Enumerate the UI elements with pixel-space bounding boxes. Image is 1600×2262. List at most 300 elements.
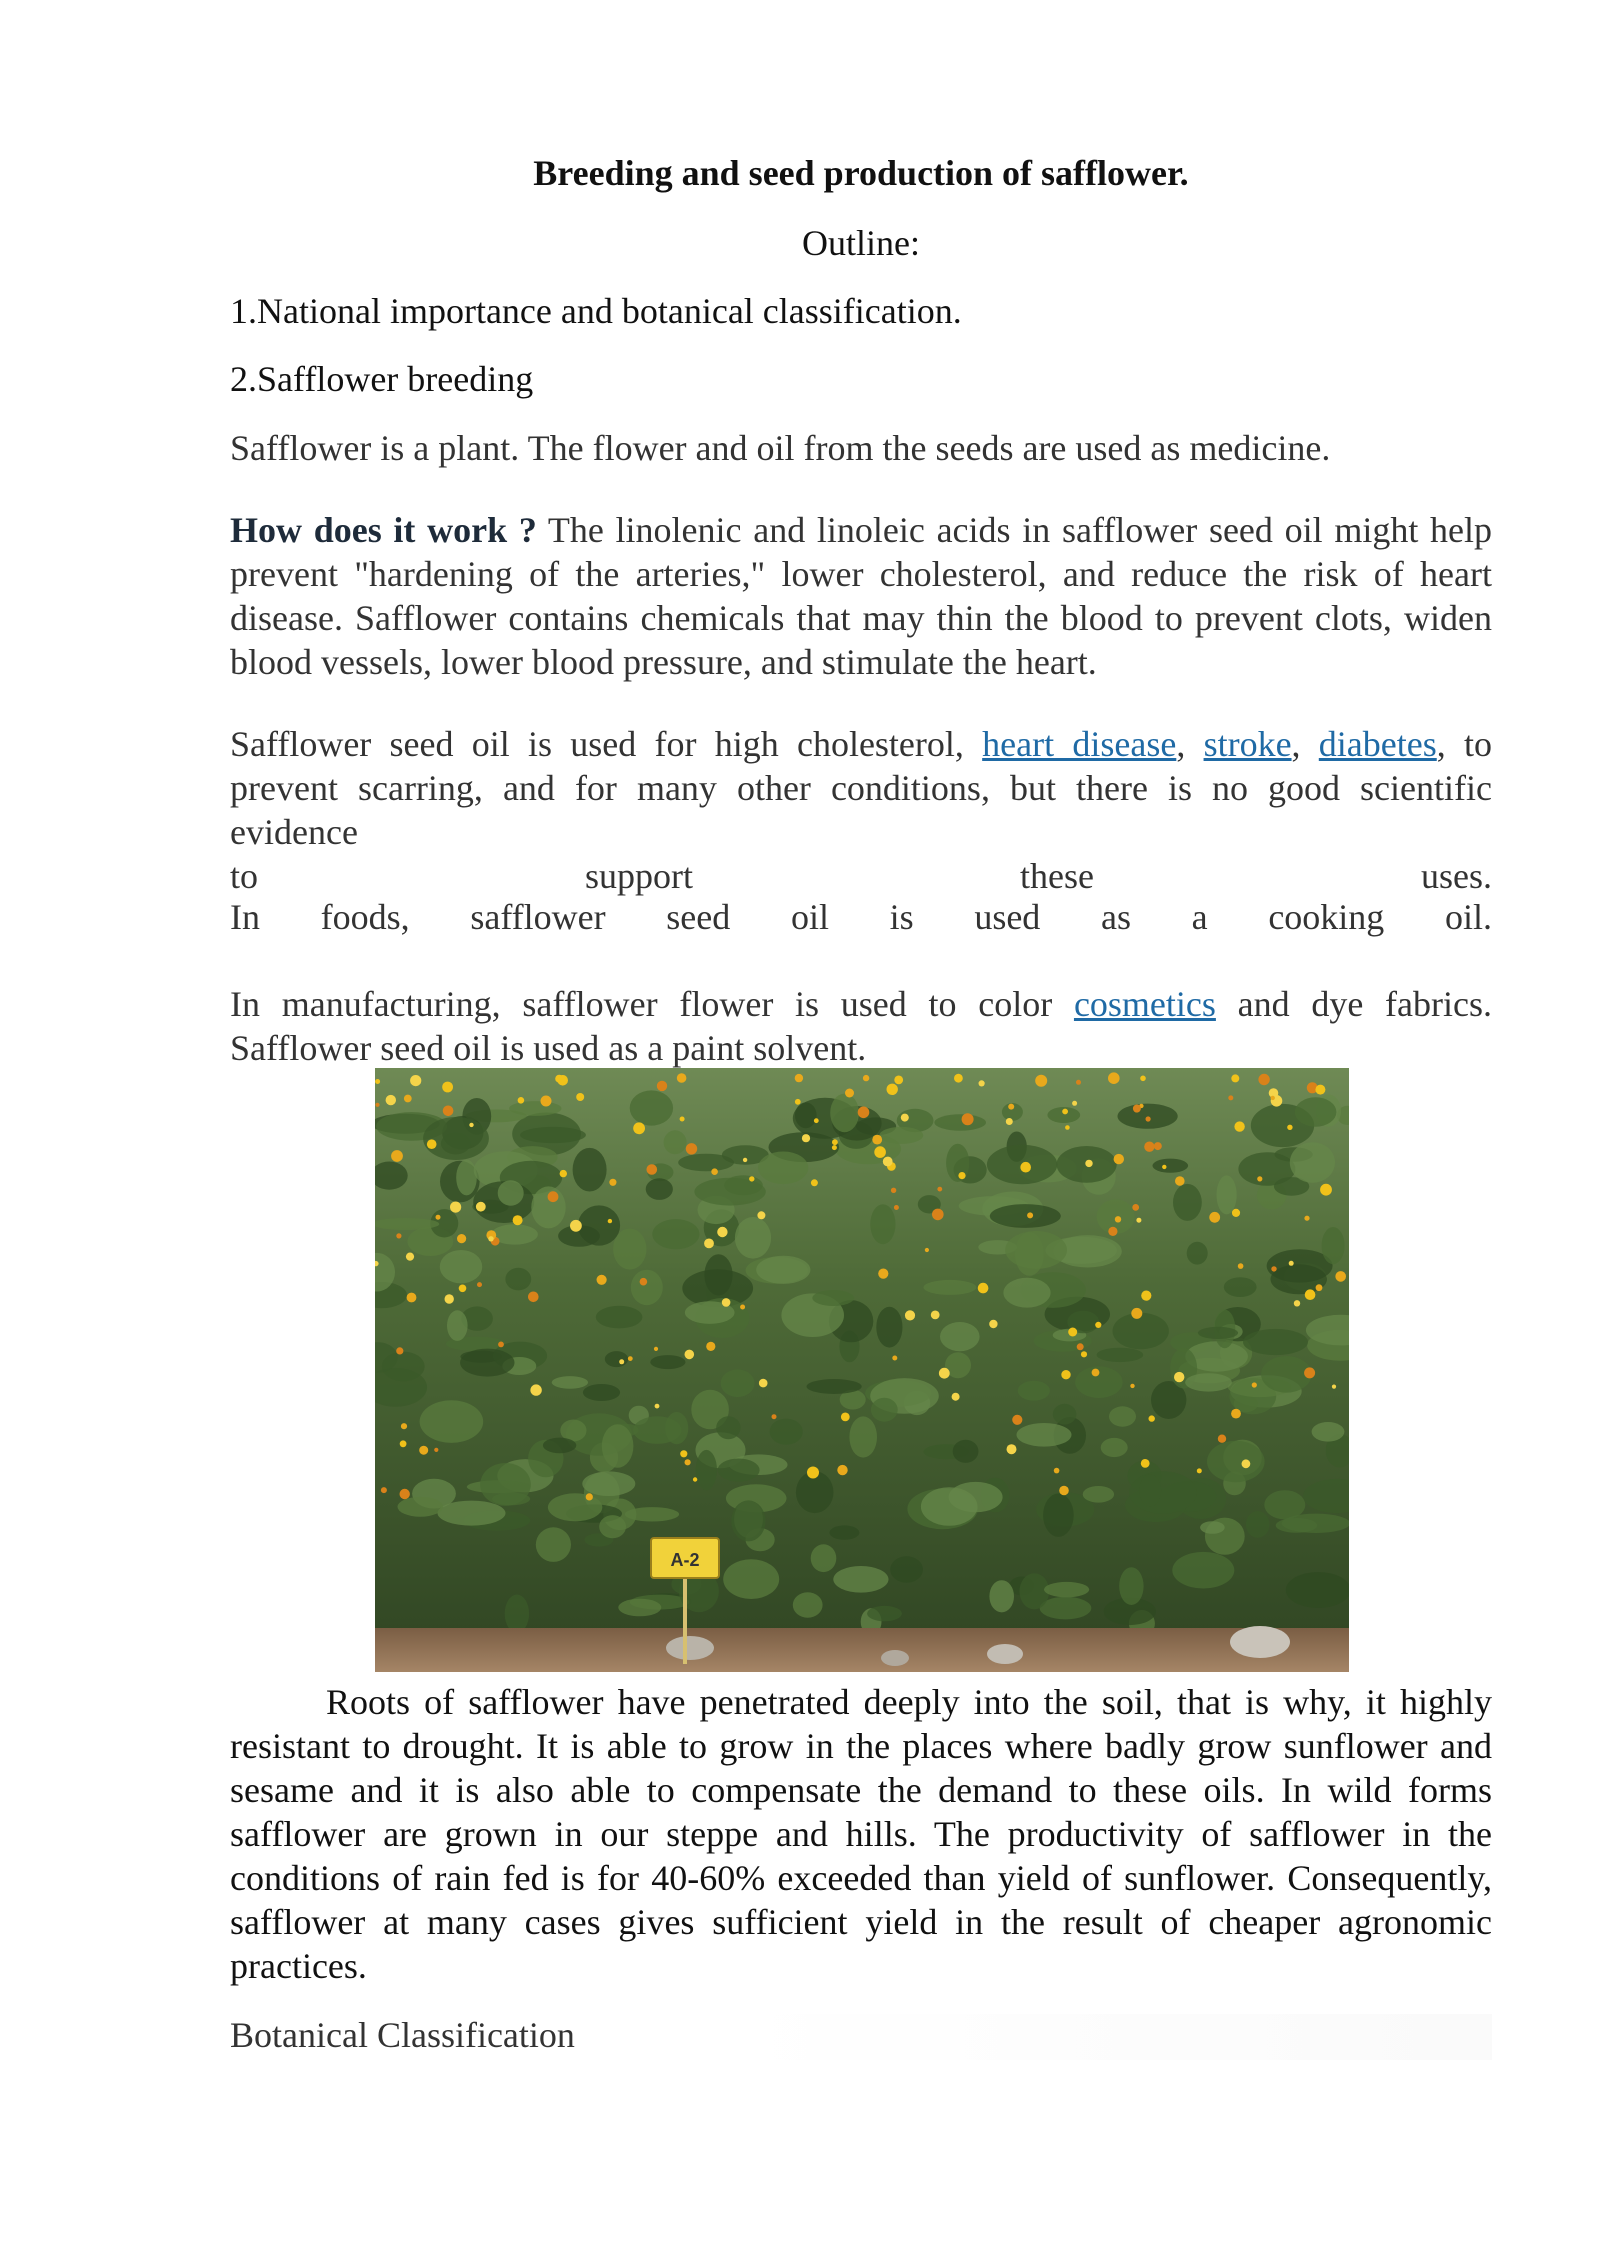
- flower-head: [954, 1074, 963, 1083]
- flower-head: [1174, 1372, 1184, 1382]
- foliage-clump: [1198, 1327, 1238, 1339]
- flower-head: [586, 1493, 593, 1500]
- flower-head: [802, 1134, 810, 1142]
- flower-head: [858, 1107, 870, 1119]
- flower-head: [1154, 1142, 1162, 1150]
- foliage-clump: [694, 1178, 765, 1206]
- flower-head: [1130, 1384, 1134, 1388]
- flower-head: [1238, 1263, 1244, 1269]
- flower-head: [396, 1233, 401, 1238]
- intro-text: Safflower is a plant. The flower and oil from the seeds are used as medicine.: [230, 428, 1331, 468]
- foliage-clump: [1109, 1406, 1136, 1426]
- foliage-clump: [735, 1217, 771, 1259]
- cosmetics-link[interactable]: cosmetics: [1073, 984, 1216, 1024]
- foliage-clump: [1113, 1313, 1169, 1350]
- flower-head: [1258, 1074, 1269, 1085]
- flower-head: [1115, 1216, 1121, 1222]
- manufacturing-text: and dye fabrics. Safflower seed oil is used as a paint solvent.: [230, 984, 1492, 1068]
- flower-head: [1076, 1080, 1081, 1085]
- outline-item: 1.National importance and botanical classification.: [230, 291, 962, 331]
- foliage-clump: [731, 1500, 765, 1541]
- word: used: [974, 897, 1041, 937]
- flower-head: [442, 1082, 453, 1093]
- flower-head: [1294, 1300, 1300, 1306]
- foliage-clump: [876, 1307, 902, 1348]
- flower-head: [887, 1084, 898, 1095]
- flower-head: [925, 1248, 929, 1252]
- flower-head: [647, 1164, 658, 1175]
- foliage-clump: [934, 1114, 986, 1130]
- flower-head: [381, 1487, 387, 1493]
- flower-head: [633, 1122, 645, 1134]
- stone: [1230, 1626, 1290, 1658]
- flower-head: [410, 1075, 421, 1086]
- foliage-clump: [1153, 1159, 1189, 1173]
- sign-post: [683, 1574, 687, 1664]
- outline-item: 2.Safflower breeding: [230, 359, 534, 399]
- flower-head: [749, 1176, 754, 1181]
- flower-head: [685, 1350, 695, 1360]
- foliage-clump: [793, 1592, 823, 1617]
- flower-head: [1061, 1370, 1070, 1379]
- photo-canvas: [375, 1068, 1349, 1672]
- flower-head: [400, 1489, 410, 1499]
- flower-head: [931, 1311, 940, 1320]
- foliage-clump: [829, 1525, 859, 1539]
- separator: ,: [1291, 724, 1319, 764]
- foliage-clump: [807, 1379, 862, 1394]
- foliage-clump: [1207, 1441, 1265, 1482]
- foliage-clump: [492, 1493, 530, 1506]
- flower-head: [722, 1298, 731, 1307]
- flower-head: [759, 1379, 768, 1388]
- foliage-clump: [1243, 1329, 1308, 1355]
- flower-head: [657, 1081, 667, 1091]
- foliage-clump: [440, 1250, 482, 1283]
- flower-head: [1304, 1216, 1309, 1221]
- flower-head: [1114, 1154, 1124, 1164]
- flower-head: [939, 1368, 950, 1379]
- uses-text: Safflower seed oil is used for high cholesterol,: [230, 724, 983, 764]
- foliage-clump: [613, 1229, 646, 1270]
- foliage-clump: [830, 1094, 859, 1133]
- flower-head: [1231, 1074, 1239, 1082]
- flower-head: [434, 1448, 438, 1452]
- flower-head: [1305, 1289, 1316, 1300]
- sign-label: A-2: [670, 1550, 700, 1570]
- foods-line: [230, 895, 1492, 939]
- foliage-clump: [1044, 1582, 1089, 1597]
- flower-head: [989, 1320, 997, 1328]
- foliage-clump: [460, 1349, 514, 1377]
- word: these: [1020, 856, 1094, 896]
- flower-head: [1231, 1409, 1241, 1419]
- roots-text: Roots of safflower have penetrated deeply into the soil, that is why, it highly resistant to drought. It is able to grow in the places where badly grow sunflower and sesame and it is also able to compensate the demand to these oils. In wild forms safflower are grown in our steppe and hills. The productivity of safflower in the conditions of rain fed is for 40-60% exceeded than yield of sunflower. Consequently, safflower at many cases gives sufficient yield in the result of cheaper agronomic practices.: [230, 1682, 1492, 1986]
- foliage-clump: [1172, 1552, 1234, 1589]
- foliage-clump: [723, 1559, 779, 1599]
- foliage-clump: [438, 1501, 506, 1526]
- flower-head: [443, 1106, 454, 1117]
- flower-head: [1141, 1291, 1151, 1301]
- foliage-clump: [398, 1497, 444, 1517]
- flower-head: [1054, 1468, 1060, 1474]
- word: safflower: [470, 897, 606, 937]
- flower-head: [811, 1179, 818, 1186]
- flower-head: [1007, 1444, 1017, 1454]
- flower-head: [1315, 1085, 1325, 1095]
- foliage-clump: [630, 1090, 673, 1125]
- flower-head: [1316, 1284, 1323, 1291]
- flower-head: [717, 1227, 727, 1237]
- foods-paragraph: [230, 895, 1492, 939]
- foliage-clump: [949, 1482, 1003, 1512]
- foliage-clump: [795, 1102, 817, 1128]
- flower-head: [476, 1202, 486, 1212]
- flower-head: [837, 1465, 847, 1475]
- flower-head: [407, 1293, 417, 1303]
- foliage-clump: [505, 1595, 529, 1633]
- foliage-clump: [1017, 1423, 1072, 1447]
- word: oil.: [1444, 897, 1492, 937]
- flower-head: [807, 1467, 819, 1479]
- flower-head: [1175, 1176, 1185, 1186]
- flower-head: [1062, 1109, 1068, 1115]
- foliage-clump: [631, 1270, 663, 1305]
- foliage-clump: [605, 1351, 628, 1367]
- flower-head: [619, 1359, 624, 1364]
- flower-head: [469, 1123, 473, 1127]
- flower-head: [1197, 1468, 1202, 1473]
- foliage-clump: [456, 1160, 477, 1196]
- foliage-clump: [716, 1416, 740, 1439]
- foliage-clump: [633, 1416, 681, 1444]
- foliage-clump: [989, 1580, 1014, 1612]
- foliage-clump: [573, 1148, 607, 1192]
- document-title: Breeding and seed production of safflower.: [533, 153, 1189, 193]
- flower-head: [958, 1172, 965, 1179]
- word: a: [1191, 897, 1208, 937]
- foliage-clump: [758, 1152, 808, 1185]
- flower-head: [937, 1187, 942, 1192]
- flower-head: [406, 1253, 414, 1261]
- foliage-clump: [447, 1310, 468, 1341]
- flower-head: [427, 1139, 437, 1149]
- flower-head: [445, 1294, 454, 1303]
- flower-head: [530, 1384, 541, 1395]
- flower-head: [1149, 1415, 1155, 1421]
- foliage-clump: [1053, 1404, 1077, 1425]
- foliage-clump: [811, 1544, 837, 1572]
- word: cooking: [1268, 897, 1385, 937]
- foliage-clump: [990, 1204, 1061, 1228]
- foliage-clump: [770, 1419, 803, 1445]
- flower-head: [1059, 1486, 1069, 1496]
- foliage-clump: [1246, 1511, 1270, 1538]
- foliage-clump: [696, 1450, 717, 1490]
- foliage-clump: [652, 1219, 699, 1249]
- flower-head: [757, 1211, 765, 1219]
- stone: [666, 1636, 714, 1660]
- foliage-clump: [1018, 1381, 1050, 1401]
- foliage-clump: [664, 1130, 687, 1154]
- flower-head: [978, 1283, 989, 1294]
- flower-head: [1144, 1142, 1154, 1152]
- foliage-clump: [1312, 1422, 1345, 1442]
- foliage-clump: [1187, 1242, 1208, 1265]
- foliage-clump: [1286, 1572, 1349, 1608]
- flower-head: [841, 1413, 850, 1422]
- flower-head: [608, 1219, 612, 1223]
- botanical-classification-heading: Botanical Classification: [230, 2014, 1492, 2060]
- foliage-clump: [618, 1599, 661, 1617]
- word: as: [1100, 897, 1131, 937]
- word: seed: [666, 897, 731, 937]
- foliage-clump: [940, 1322, 980, 1351]
- foliage-clump: [543, 1438, 576, 1454]
- foliage-clump: [812, 1290, 854, 1306]
- flower-head: [477, 1282, 482, 1287]
- flower-head: [891, 1188, 896, 1193]
- flower-head: [628, 1356, 633, 1361]
- flower-head: [1162, 1165, 1166, 1169]
- foliage-clump: [1097, 1348, 1144, 1362]
- foliage-clump: [536, 1527, 571, 1562]
- flower-head: [1072, 1101, 1077, 1106]
- foliage-clump: [1043, 1494, 1074, 1537]
- word: support: [585, 856, 694, 896]
- flower-head: [1209, 1212, 1220, 1223]
- foliage-clump: [1264, 1490, 1305, 1519]
- foliage-clump: [1005, 1231, 1067, 1269]
- foliage-clump: [1217, 1175, 1237, 1214]
- flower-head: [845, 1089, 854, 1098]
- flower-head: [640, 1278, 648, 1286]
- manufacturing-paragraph: [230, 982, 1492, 1070]
- foliage-clump: [582, 1471, 635, 1496]
- foliage-clump: [1129, 1471, 1197, 1514]
- flower-head: [706, 1342, 715, 1351]
- flower-head: [883, 1157, 893, 1167]
- flower-head: [459, 1285, 467, 1293]
- flower-head: [1252, 1382, 1257, 1387]
- foliage-clump: [871, 1398, 898, 1422]
- flower-head: [1234, 1121, 1244, 1131]
- flower-head: [795, 1099, 801, 1105]
- flower-head: [932, 1209, 944, 1221]
- flower-head: [1271, 1096, 1275, 1100]
- flower-head: [872, 1135, 882, 1145]
- flower-head: [1035, 1075, 1047, 1087]
- roots-paragraph: [230, 1680, 1492, 1988]
- foliage-clump: [1295, 1097, 1337, 1126]
- flower-head: [1132, 1204, 1139, 1211]
- flower-head: [878, 1269, 888, 1279]
- flower-head: [1320, 1184, 1332, 1196]
- foliage-clump: [505, 1268, 531, 1291]
- flower-head: [419, 1446, 428, 1455]
- flower-head: [1012, 1415, 1022, 1425]
- flower-head: [401, 1423, 407, 1429]
- flower-head: [1065, 1125, 1070, 1130]
- foliage-clump: [1040, 1597, 1092, 1620]
- flower-head: [680, 1117, 685, 1122]
- flower-head: [677, 1073, 687, 1083]
- flower-head: [952, 1393, 960, 1401]
- flower-head: [400, 1440, 407, 1447]
- foliage-clump: [599, 1515, 626, 1538]
- foliage-clump: [602, 1424, 634, 1468]
- flower-head: [740, 1305, 745, 1310]
- flower-head: [979, 1080, 985, 1086]
- foliage-clump: [1083, 1486, 1114, 1503]
- how-it-works-lead: How does it work ?: [230, 510, 537, 550]
- foliage-clump: [1139, 1474, 1161, 1506]
- flower-head: [541, 1096, 552, 1107]
- flower-head: [1081, 1351, 1087, 1357]
- flower-head: [396, 1347, 403, 1354]
- word: In: [230, 897, 260, 937]
- flower-head: [1006, 1118, 1013, 1125]
- separator: ,: [1176, 724, 1204, 764]
- flower-head: [386, 1095, 396, 1105]
- foliage-clump: [650, 1355, 685, 1369]
- foliage-clump: [420, 1400, 484, 1443]
- foliage-clump: [946, 1144, 969, 1182]
- foliage-clump: [1200, 1521, 1225, 1534]
- foliage-clump: [890, 1556, 923, 1583]
- flower-head: [560, 1170, 567, 1177]
- flower-head: [772, 1414, 777, 1419]
- flower-head: [814, 1118, 819, 1123]
- foliage-clump: [867, 1606, 902, 1621]
- word: oil: [790, 897, 829, 937]
- flower-head: [1095, 1322, 1101, 1328]
- flower-head: [894, 1205, 899, 1210]
- flower-head: [1136, 1218, 1141, 1223]
- word: foods,: [320, 897, 410, 937]
- foliage-clump: [1118, 1104, 1178, 1129]
- flower-head: [488, 1236, 493, 1241]
- word: uses.: [1420, 856, 1492, 896]
- flower-head: [1335, 1271, 1346, 1282]
- flower-head: [1077, 1343, 1084, 1350]
- flower-head: [743, 1158, 747, 1162]
- flower-head: [1242, 1459, 1251, 1468]
- how-it-works-paragraph: [230, 508, 1492, 684]
- foliage-clump: [924, 1280, 977, 1295]
- flower-head: [685, 1459, 691, 1465]
- foliage-clump: [678, 1154, 734, 1172]
- flower-head: [686, 1143, 697, 1154]
- foliage-clump: [1322, 1227, 1345, 1264]
- foliage-clump: [552, 1376, 588, 1389]
- outline-label: Outline:: [802, 223, 920, 263]
- flower-head: [1068, 1328, 1077, 1337]
- flower-head: [1020, 1162, 1031, 1173]
- manufacturing-text: In manufacturing, safflower flower is used to color: [230, 984, 1074, 1024]
- flower-head: [1027, 1212, 1033, 1218]
- flower-head: [513, 1215, 523, 1225]
- flower-head: [901, 1114, 909, 1122]
- flower-head: [795, 1074, 803, 1082]
- flower-head: [498, 1342, 504, 1348]
- flower-head: [1146, 1116, 1151, 1121]
- flower-head: [1141, 1459, 1150, 1468]
- heart-disease-link[interactable]: heart disease: [982, 724, 1177, 764]
- flower-head: [1332, 1385, 1336, 1389]
- foliage-clump: [1173, 1184, 1202, 1221]
- flower-head: [962, 1113, 974, 1125]
- flower-head: [905, 1310, 915, 1320]
- flower-head: [693, 1477, 697, 1481]
- flower-head: [555, 1075, 563, 1083]
- foliage-clump: [1101, 1438, 1128, 1457]
- flower-head: [680, 1450, 687, 1457]
- how-it-works-text: The linolenic and linoleic acids in safflower seed oil might help prevent "hardening of the arteries," lower cholesterol, and reduce the risk of heart disease. Safflower contains chemicals that may thin the blood to prevent clots, widen blood vessels, lower blood pressure, and stimulate the heart.: [230, 510, 1493, 682]
- flower-head: [1287, 1125, 1292, 1130]
- flower-head: [892, 1356, 897, 1361]
- stone: [881, 1650, 909, 1666]
- flower-head: [375, 1079, 380, 1084]
- foliage-clump: [1224, 1277, 1257, 1297]
- soil-strip: [375, 1628, 1349, 1672]
- foliage-clump: [1119, 1567, 1143, 1605]
- flower-head: [655, 1404, 660, 1409]
- flower-head: [1271, 1266, 1276, 1271]
- foliage-clump: [531, 1186, 565, 1228]
- flower-head: [528, 1292, 539, 1303]
- word: to: [230, 856, 259, 896]
- flower-head: [1289, 1261, 1294, 1266]
- foliage-clump: [1003, 1278, 1050, 1308]
- stone: [987, 1644, 1023, 1664]
- uses-paragraph: [230, 722, 1492, 898]
- foliage-clump: [1261, 1356, 1312, 1393]
- flower-head: [874, 1146, 886, 1158]
- foliage-clump: [375, 1218, 439, 1230]
- foliage-clump: [498, 1180, 524, 1205]
- flower-head: [450, 1202, 461, 1213]
- foliage-clump: [849, 1416, 877, 1457]
- foliage-clump: [520, 1127, 586, 1143]
- flower-head: [1108, 1072, 1120, 1084]
- flower-head: [1133, 1105, 1141, 1113]
- flower-head: [711, 1168, 718, 1175]
- flower-head: [518, 1097, 525, 1104]
- flower-head: [1257, 1176, 1262, 1181]
- flower-head: [436, 1215, 441, 1220]
- foliage-clump: [548, 1493, 602, 1521]
- foliage-clump: [756, 1256, 810, 1284]
- flower-head: [894, 1076, 903, 1085]
- flower-head: [1008, 1104, 1014, 1110]
- flower-head: [597, 1275, 607, 1285]
- foliage-clump: [721, 1369, 755, 1397]
- foliage-clump: [718, 1459, 760, 1482]
- flower-head: [1304, 1367, 1315, 1378]
- flower-head: [548, 1191, 559, 1202]
- flower-head: [1108, 1227, 1117, 1236]
- stroke-link[interactable]: stroke: [1203, 724, 1292, 764]
- flower-head: [1140, 1076, 1146, 1082]
- flower-head: [375, 1103, 379, 1107]
- flower-head: [1092, 1369, 1100, 1377]
- foliage-clump: [879, 1127, 923, 1144]
- flower-head: [457, 1234, 466, 1243]
- word: is: [889, 897, 914, 937]
- flower-head: [1085, 1160, 1092, 1167]
- diabetes-link[interactable]: diabetes: [1318, 724, 1437, 764]
